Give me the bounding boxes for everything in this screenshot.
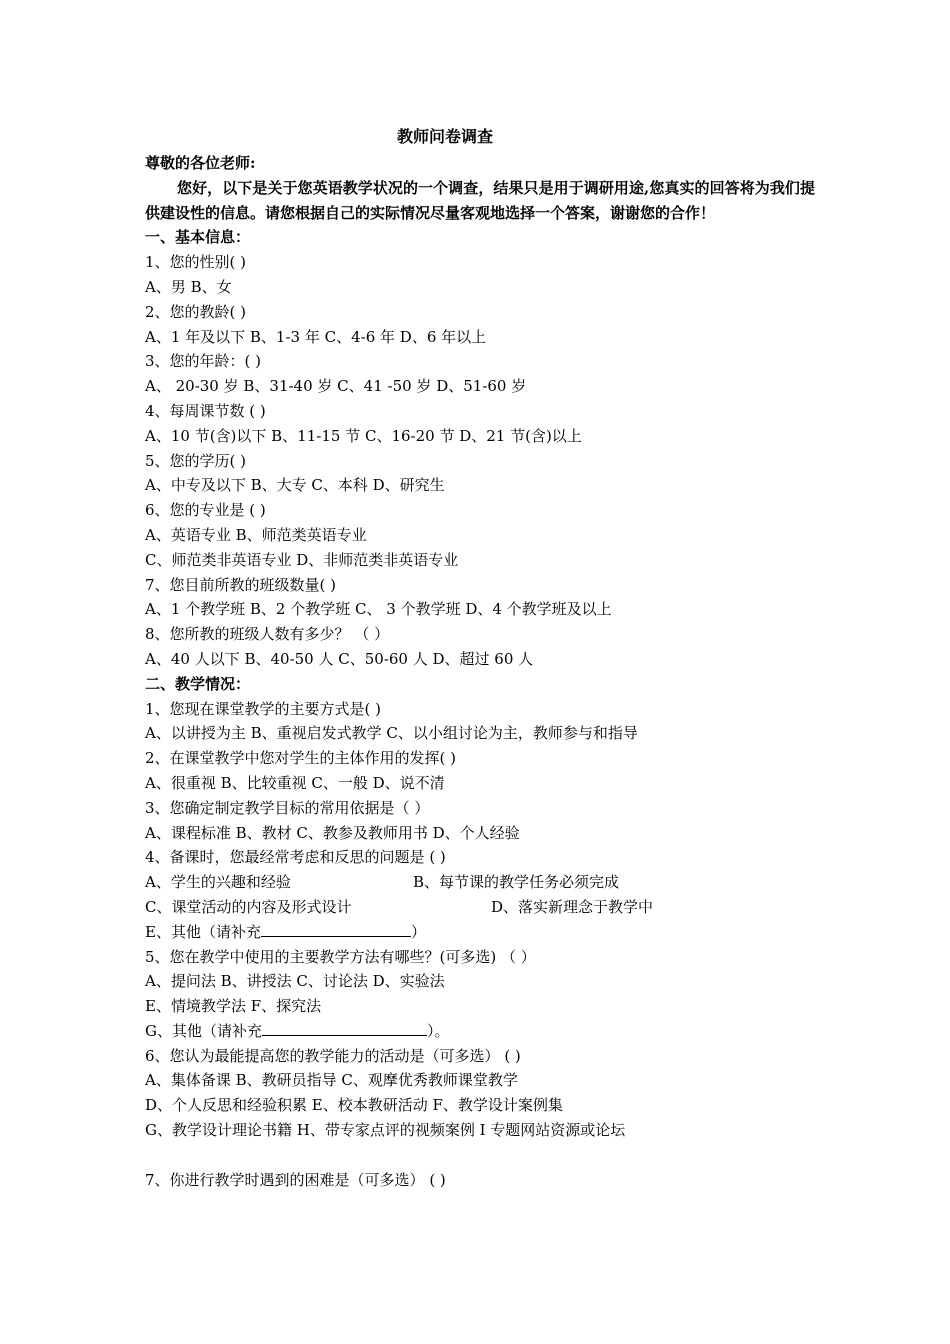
options-line [145,920,815,945]
options-line: A、中专及以下 B、大专 C、本科 D、研究生 [145,476,445,495]
option-d: D、落实新理念于教学中 [491,897,654,916]
question-line: 1、您现在课堂教学的主要方式是( ) [145,699,382,718]
options-line: A、很重视 B、比较重视 C、一般 D、说不清 [145,773,445,792]
question-line: 2、您的教龄( ) [145,302,247,321]
option-b: B、每节课的教学任务必须完成 [413,873,620,892]
options-line: A、1 个教学班 B、2 个教学班 C、 3 个教学班 D、4 个教学班及以上 [145,600,612,619]
options-line: A、以讲授为主 B、重视启发式教学 C、以小组讨论为主，教师参与和指导 [145,724,638,743]
option-a: A、学生的兴趣和经验 [145,873,291,892]
question-line: 5、您的学历( ) [145,451,247,470]
blank-line [145,1143,815,1168]
question-line: 1、您的性别( ) [145,253,247,272]
section-teaching [145,697,815,1193]
intro-paragraph: 您好，以下是关于您英语教学状况的一个调查，结果只是用于调研用途,您真实的回答将为我们提供建设性的信息。请您根据自己的实际情况尽量客观地选择一个答案，谢谢您的合作！ [145,178,815,222]
options-line [145,870,815,895]
document-title: 教师问卷调查 [396,127,493,146]
options-line: A、提问法 B、讲授法 C、讨论法 D、实验法 [145,972,445,991]
other-suffix: ） [410,922,426,941]
other-suffix: ）。 [426,1021,450,1040]
question-line: 3、您的年龄：( ) [145,352,262,371]
options-line: G、教学设计理论书籍 H、带专家点评的视频案例 I 专题网站资源或论坛 [145,1121,626,1140]
question-line: 7、你进行教学时遇到的困难是（可多选） ( ) [145,1170,446,1189]
question-line: 2、在课堂教学中您对学生的主体作用的发挥( ) [145,749,457,768]
options-line: A、10 节(含)以下 B、11-15 节 C、16-20 节 D、21 节(含)以上 [145,426,582,445]
other-prefix: E、其他（请补充 [145,922,261,941]
options-line: A、40 人以下 B、40-50 人 C、50-60 人 D、超过 60 人 [145,649,534,668]
question-line: 6、您的专业是 ( ) [145,501,266,520]
question-line: 4、备课时，您最经常考虑和反思的问题是 ( ) [145,848,446,867]
option-c: C、课堂活动的内容及形式设计 [145,897,352,916]
question-line: 4、每周课节数 ( ) [145,401,266,420]
options-line: A、集体备课 B、教研员指导 C、观摩优秀教师课堂教学 [145,1071,518,1090]
options-line: A、英语专业 B、师范类英语专业 [145,525,367,544]
greeting: 尊敬的各位老师: [145,154,256,172]
question-line: 5、您在教学中使用的主要教学方法有哪些？(可多选) （ ） [145,947,536,966]
section-heading-teaching: 二、教学情况： [145,674,251,693]
options-line [145,895,815,920]
options-line [145,1019,815,1044]
options-line: E、情境教学法 F、探究法 [145,997,322,1016]
fill-blank[interactable] [262,1019,427,1036]
options-line: A、 20-30 岁 B、31-40 岁 C、41 -50 岁 D、51-60 岁 [145,377,527,396]
question-line: 6、您认为最能提高您的教学能力的活动是（可多选） ( ) [145,1046,521,1065]
other-prefix: G、其他（请补充 [145,1021,262,1040]
options-line: D、个人反思和经验积累 E、校本教研活动 F、教学设计案例集 [145,1096,563,1115]
options-line: A、1 年及以下 B、1-3 年 C、4-6 年 D、6 年以上 [145,327,487,346]
document-body [145,151,815,1192]
section-heading-basic-info: 一、基本信息： [145,228,251,247]
section-basic-info [145,250,815,672]
options-line: A、男 B、女 [145,277,232,296]
fill-blank[interactable] [261,920,411,937]
options-line: A、课程标准 B、教材 C、教参及教师用书 D、个人经验 [145,823,520,842]
question-line: 7、您目前所教的班级数量( ) [145,575,337,594]
question-line: 8、您所教的班级人数有多少？ （ ） [145,625,390,644]
options-line: C、师范类非英语专业 D、非师范类非英语专业 [145,550,459,569]
question-line: 3、您确定制定教学目标的常用依据是（ ） [145,798,430,817]
